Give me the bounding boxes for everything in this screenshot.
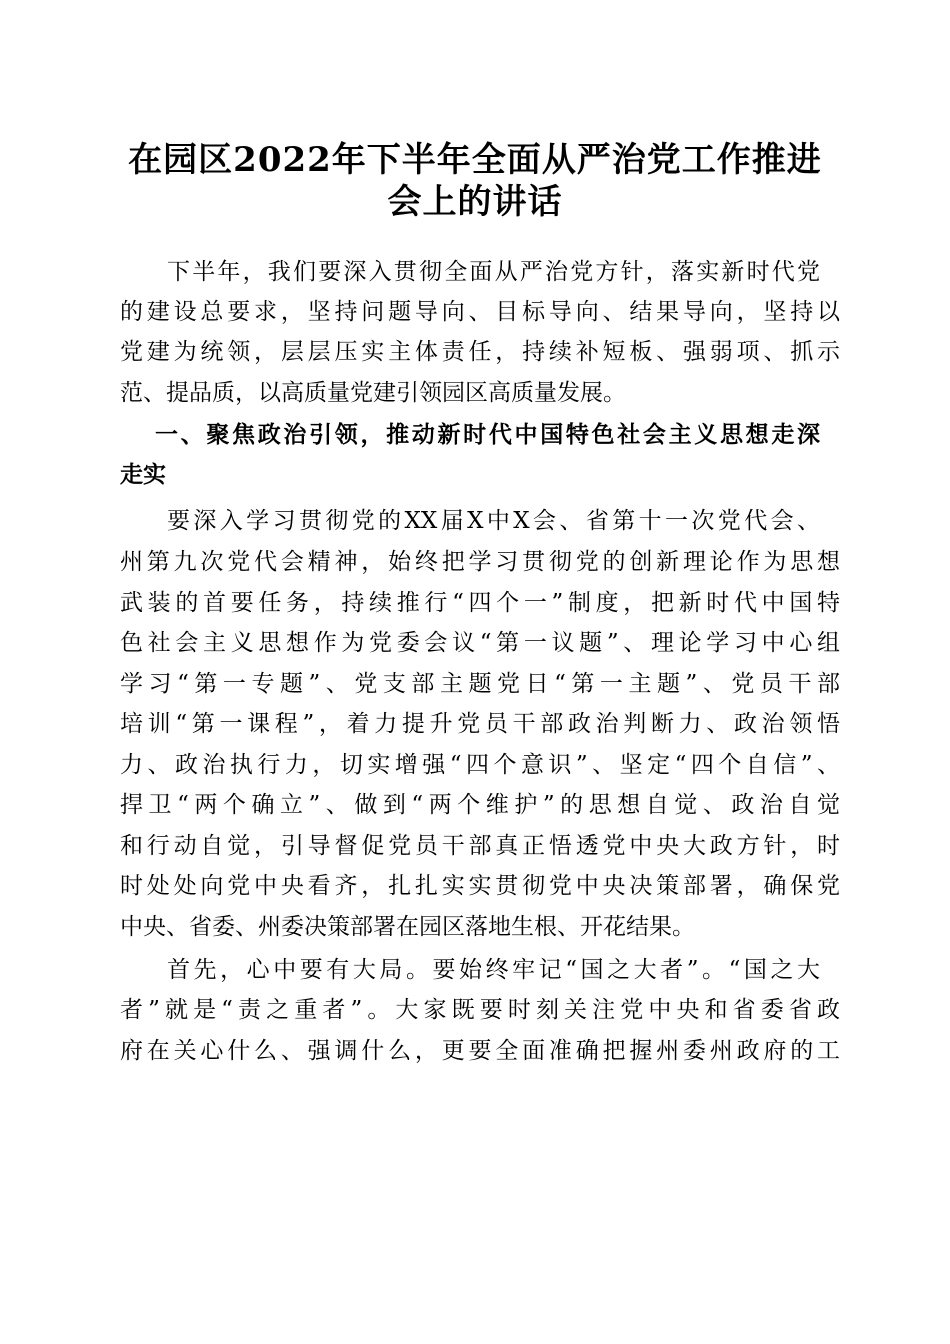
body-line: 的建设总要求，坚持问题导向、目标导向、结果导向，坚持以 — [120, 299, 840, 325]
body-line: 范、提品质，以高质量党建引领园区高质量发展。 — [120, 380, 626, 406]
body-line: 捍卫“两个确立”、做到“两个维护”的思想自觉、政治自觉 — [120, 792, 840, 818]
body-line: 色社会主义思想作为党委会议“第一议题”、理论学习中心组 — [120, 630, 840, 656]
body-line: 要深入学习贯彻党的XX届X中X会、省第十一次党代会、 — [167, 508, 820, 534]
document-title-line-2: 会上的讲话 — [387, 182, 563, 222]
body-line: 培训“第一课程”，着力提升党员干部政治判断力、政治领悟 — [120, 711, 840, 737]
body-line: 学习“第一专题”、党支部主题党日“第一主题”、党员干部 — [120, 671, 840, 697]
body-line: 和行动自觉，引导督促党员干部真正悟透党中央大政方针，时 — [120, 833, 840, 859]
body-line: 首先，心中要有大局。要始终牢记“国之大者”。“国之大 — [167, 957, 820, 983]
body-line: 下半年，我们要深入贯彻全面从严治党方针，落实新时代党 — [167, 259, 820, 285]
body-line: 武装的首要任务，持续推行“四个一”制度，把新时代中国特 — [120, 590, 840, 616]
body-line: 时处处向党中央看齐，扎扎实实贯彻党中央决策部署，确保党 — [120, 873, 840, 899]
body-line: 力、政治执行力，切实增强“四个意识”、坚定“四个自信”、 — [120, 752, 840, 778]
section-heading-line: 一、聚焦政治引领，推动新时代中国特色社会主义思想走深 — [155, 422, 820, 448]
body-line: 中央、省委、州委决策部署在园区落地生根、开花结果。 — [120, 914, 695, 940]
body-line: 府在关心什么、强调什么，更要全面准确把握州委州政府的工 — [120, 1038, 840, 1064]
section-heading-line: 走实 — [120, 462, 166, 488]
body-line: 州第九次党代会精神，始终把学习贯彻党的创新理论作为思想 — [120, 549, 840, 575]
document-title-line-1: 在园区2022年下半年全面从严治党工作推进 — [128, 140, 822, 180]
body-line: 者”就是“责之重者”。大家既要时刻关注党中央和省委省政 — [120, 997, 840, 1023]
body-line: 党建为统领，层层压实主体责任，持续补短板、强弱项、抓示 — [120, 339, 840, 365]
